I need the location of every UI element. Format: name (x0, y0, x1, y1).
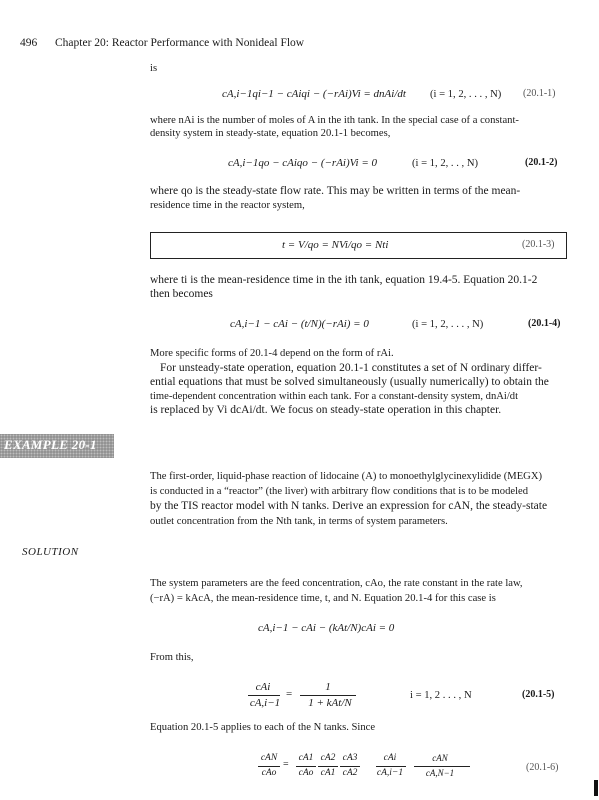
fraction-bar (248, 695, 280, 696)
fraction-numerator: cA1 (298, 753, 314, 763)
text-line: ential equations that must be solved simultaneously (usually numerically) to obtain the (150, 376, 549, 388)
text-line: Equation 20.1-5 applies to each of the N tanks. Since (150, 722, 376, 733)
text-line: The first-order, liquid-phase reaction of lidocaine (A) to monoethylglycinexylidide (MEGX) (150, 471, 543, 482)
fraction-bar (376, 766, 406, 767)
fraction-denominator: cA1 (320, 768, 336, 778)
equation-20-1-1: cA,i−1qi−1 − cAiqi − (−rAi)Vi = dnAi/dt (222, 88, 406, 100)
text-line: From this, (150, 652, 194, 663)
fraction-denominator: cAo (298, 768, 314, 778)
fraction-numerator: cAi (255, 681, 271, 693)
fraction-denominator: cA,i−1 (376, 768, 404, 778)
fraction-denominator: cA,i−1 (249, 697, 281, 709)
equation-number: (20.1-1) (523, 88, 556, 99)
solution-label: SOLUTION (22, 546, 79, 558)
equation-number: (20.1-4) (528, 318, 561, 329)
text-line: For unsteady-state operation, equation 20.1-1 constitutes a set of N ordinary differ- (160, 362, 542, 374)
text-line: where nAi is the number of moles of A in the ith tank. In the special case of a constant- (150, 115, 519, 126)
equals-sign: = (283, 759, 289, 770)
fraction-bar (258, 766, 280, 767)
fraction-bar (318, 766, 338, 767)
text-line: where ti is the mean-residence time in the ith tank, equation 19.4-5. Equation 20.1-2 (150, 274, 538, 286)
fraction-bar (340, 766, 360, 767)
fraction-bar (300, 695, 356, 696)
example-label-box (0, 434, 114, 458)
text-line: More specific forms of 20.1-4 depend on the form of rAi. (150, 348, 394, 359)
fraction-denominator: 1 + kAt/N (308, 697, 352, 709)
text-line: outlet concentration from the Nth tank, in terms of system parameters. (150, 516, 448, 527)
fraction-numerator: cAN (432, 753, 448, 763)
equation-20-1-3: t = V/qo = NVi/qo = Nti (282, 239, 389, 251)
fraction-bar (296, 766, 316, 767)
text-line: is replaced by Vi dcAi/dt. We focus on steady-state operation in this chapter. (150, 404, 502, 416)
example-label: EXAMPLE 20-1 (4, 437, 97, 452)
equation-number: (20.1-3) (522, 239, 555, 250)
text-line: density system in steady-state, equation 20.1-1 becomes, (150, 128, 391, 139)
fraction-numerator: cAi (383, 753, 397, 763)
equation-range: i = 1, 2 . . . , N (410, 690, 472, 701)
text-line: by the TIS reactor model with N tanks. Derive an expression for cAN, the steady-state (150, 500, 548, 512)
equation-20-1-4: cA,i−1 − cAi − (t/N)(−rAi) = 0 (230, 318, 369, 330)
fraction-numerator: cAN (260, 753, 278, 763)
page-number: 496 (20, 37, 38, 49)
equation-number: (20.1-6) (526, 762, 559, 773)
scan-edge-mark (594, 780, 598, 796)
fraction-numerator: cA2 (320, 753, 336, 763)
text-line: where qo is the steady-state flow rate. This may be written in terms of the mean- (150, 185, 521, 197)
text-line: residence time in the reactor system, (150, 200, 305, 211)
fraction-bar (414, 766, 470, 767)
equation-case: cA,i−1 − cAi − (kAt/N)cAi = 0 (258, 622, 395, 634)
text-line: is conducted in a “reactor” (the liver) with arbitrary flow conditions that is to be modeled (150, 486, 529, 497)
equation-range: (i = 1, 2, . . . , N) (430, 89, 502, 100)
text-line: is (150, 63, 158, 74)
fraction-denominator: cA,N−1 (425, 768, 455, 778)
equals-sign: = (286, 688, 293, 700)
running-head: Chapter 20: Reactor Performance with Nonideal Flow (55, 37, 305, 49)
equation-range: (i = 1, 2, . . , N) (412, 158, 478, 169)
equation-range: (i = 1, 2, . . . , N) (412, 319, 484, 330)
text-line: The system parameters are the feed concentration, cAo, the rate constant in the rate law, (150, 578, 523, 589)
equation-20-1-2: cA,i−1qo − cAiqo − (−rAi)Vi = 0 (228, 157, 378, 169)
text-line: time-dependent concentration within each tank. For a constant-density system, dnAi/dt (150, 391, 519, 402)
text-line: then becomes (150, 288, 213, 300)
fraction-numerator: cA3 (342, 753, 358, 763)
text-line: (−rA) = kAcA, the mean-residence time, t, and N. Equation 20.1-4 for this case is (150, 593, 496, 604)
equation-number: (20.1-2) (525, 157, 558, 168)
equation-number: (20.1-5) (522, 689, 555, 700)
fraction-numerator: 1 (325, 681, 331, 693)
fraction-denominator: cA2 (342, 768, 358, 778)
fraction-denominator: cAo (261, 768, 277, 778)
